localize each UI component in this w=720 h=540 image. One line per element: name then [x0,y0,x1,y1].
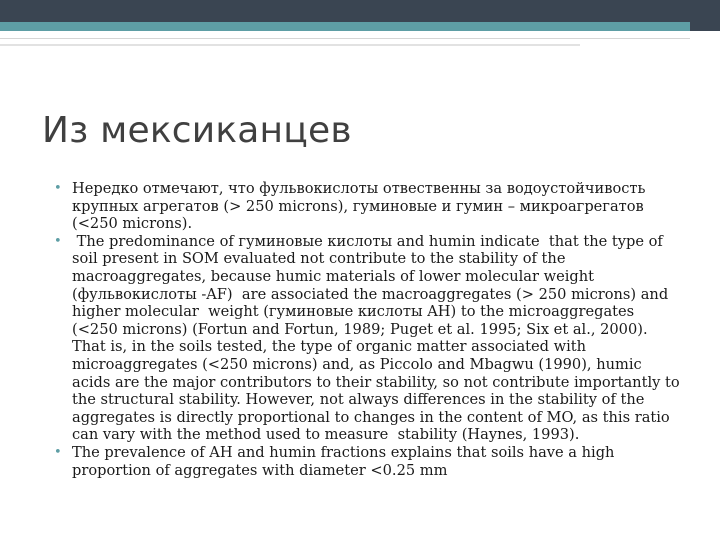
bullet-item [52,180,682,233]
header-rule-secondary [0,44,580,46]
bullet-icon: • [54,444,62,460]
bullet-text: The prevalence of AH and humin fractions explains that soils have a high proportion of aggregates with diameter <0.25 mm [72,443,615,479]
header-accent-band [0,22,690,31]
bullet-text: Нередко отмечают, что фульвокислоты отвественны за водоустойчивость крупных агрегатов (> 250 microns), гуминовые и гумин – микроагрегатов (<250 microns). [72,180,646,233]
bullet-icon: • [54,233,62,249]
header-dark-band [0,0,720,22]
header-rule [0,38,690,39]
bullet-text: The predominance of гуминовые кислоты and humin indicate that the type of soil present in SOM evaluated not contribute to the stability of the macroaggregates, because humic materials of lower molecular weight (фульвокислоты -AF) are associated the macroaggregates (> 250 microns) and higher molecular weight (гуминовые кислоты AH) to the microaggregates (<250 microns) (Fortun and Fortun, 1989; Puget et al. 1995; Six et al., 2000). That is, in the soils tested, the type of organic matter associated with microaggregates (<250 microns) and, as Piccolo and Mbagwu (1990), humic acids are the major contributors to their stability, so not contribute importantly to the structural stability. However, not always differences in the stability of the aggregates is directly proportional to changes in the content of MO, as this ratio can vary with the method used to measure stability (Haynes, 1993). [72,232,685,444]
bullet-list [52,180,685,479]
bullet-item [52,444,682,479]
bullet-icon: • [54,181,62,196]
bullet-item [52,232,685,444]
slide-title: Из мексиканцев [42,110,352,151]
header-accent-band-end [690,22,720,31]
